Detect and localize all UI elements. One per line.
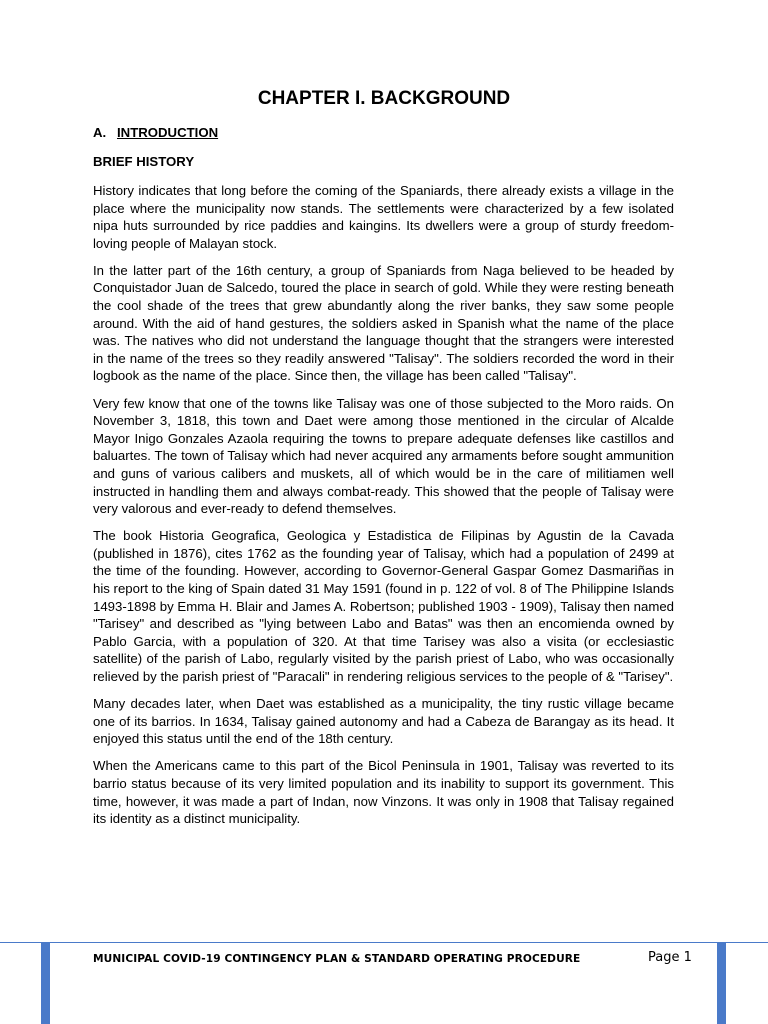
subheading: BRIEF HISTORY bbox=[93, 154, 195, 169]
footer-title: MUNICIPAL COVID-19 CONTINGENCY PLAN & STANDARD OPERATING PROCEDURE bbox=[93, 953, 581, 965]
footer-left-bar bbox=[41, 942, 50, 1024]
page-number: Page 1 bbox=[648, 950, 692, 965]
footer-rule bbox=[0, 942, 768, 943]
paragraph: The book Historia Geografica, Geologica y Estadistica de Filipinas by Agustin de la Cavada (published in 1876), cites 1762 as the founding year of Talisay, which had a population of 2499 at the time of the founding. However, according to Governor-General Gaspar Gomez Dasmariñas in his report to the king of Spain dated 31 May 1591 (found in p. 122 of vol. 8 of The Philippine Islands 1493-1898 by Emma H. Blair and James A. Robertson; published 1903 - 1909), Talisay then named "Tarisey" and described as "lying between Labo and Batas" was then an encomienda owned by Pablo Garcia, with a population of 320. At that time Tarisey was also a visita (or ecclesiastic satellite) of the parish of Labo, regularly visited by the parish priest of Labo, who was occasionally relieved by the parish priest of "Paracali" in rendering religious services to the people of & "Tarisey". bbox=[93, 528, 674, 684]
section-heading bbox=[93, 124, 218, 142]
chapter-title: CHAPTER I. BACKGROUND bbox=[257, 88, 511, 109]
body-text bbox=[93, 182, 674, 837]
paragraph: In the latter part of the 16th century, a group of Spaniards from Naga believed to be headed by Conquistador Juan de Salcedo, toured the place in search of gold. While they were resting beneath the cool shade of the trees that grew abundantly along the river banks, they saw some people around. With the aid of hand gestures, the soldiers asked in Spanish what the name of the place was. The natives who did not understand the language thought that the strangers were interested in the name of the trees so they readily answered "Talisay". The soldiers recorded the word in their logbook as the name of the place. Since then, the village has been called "Talisay". bbox=[93, 262, 674, 384]
section-number: A. bbox=[93, 125, 107, 140]
paragraph: When the Americans came to this part of the Bicol Peninsula in 1901, Talisay was reverted to its barrio status because of its very limited population and its inability to support its government. This time, however, it was made a part of Indan, now Vinzons. It was only in 1908 that Talisay regained its identity as a distinct municipality. bbox=[93, 758, 674, 827]
section-label: INTRODUCTION bbox=[117, 125, 219, 140]
paragraph: History indicates that long before the coming of the Spaniards, there already exists a village in the place where the municipality now stands. The settlements were characterized by a few isolated nipa huts surrounded by rice paddies and kaingins. Its dwellers were a group of sturdy freedom-loving people of Malayan stock. bbox=[93, 183, 674, 251]
footer-right-bar bbox=[717, 942, 726, 1024]
paragraph: Many decades later, when Daet was established as a municipality, the tiny rustic village became one of its barrios. In 1634, Talisay gained autonomy and had a Cabeza de Barangay as its head. It enjoyed this status until the end of the 18th century. bbox=[93, 696, 674, 747]
paragraph: Very few know that one of the towns like Talisay was one of those subjected to the Moro raids. On November 3, 1818, this town and Daet were among those mentioned in the circular of Alcalde Mayor Inigo Gonzales Azaola requiring the towns to prepare adequate defenses like castillos and baluartes. The town of Talisay which had never acquired any armaments before sought ammunition and guns of various calibers and muskets, all of which would be in the care of militiamen well instructed in handling them and always combat-ready. This showed that the people of Talisay were very valorous and ever-ready to defend themselves. bbox=[93, 395, 674, 517]
